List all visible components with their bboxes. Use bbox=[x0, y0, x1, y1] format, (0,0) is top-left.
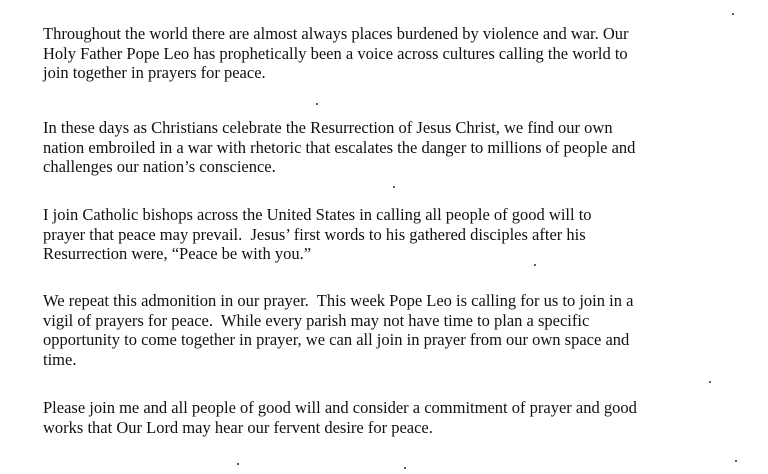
scan-speck bbox=[709, 381, 711, 383]
scan-speck bbox=[534, 264, 536, 266]
paragraph-line: nation embroiled in a war with rhetoric that escalates the danger to millions of people and bbox=[43, 137, 636, 157]
paragraph-2 bbox=[43, 118, 743, 177]
paragraph-3 bbox=[43, 205, 743, 264]
paragraph-line: time. bbox=[43, 349, 77, 369]
paragraph-line: Please join me and all people of good will and consider a commitment of prayer and good bbox=[43, 398, 637, 417]
paragraph-line: join together in prayers for peace. bbox=[43, 63, 266, 82]
paragraph-line: works that Our Lord may hear our fervent desire for peace. bbox=[43, 417, 433, 437]
paragraph-line: opportunity to come together in prayer, we can all join in prayer from our own space and bbox=[43, 330, 630, 349]
paragraph-line: vigil of prayers for peace. While every parish may not have time to plan a specific bbox=[43, 310, 590, 330]
paragraph-line: I join Catholic bishops across the United States in calling all people of good will to bbox=[43, 205, 592, 224]
paragraph-1 bbox=[43, 24, 743, 83]
paragraph-line: Holy Father Pope Leo has prophetically been a voice across cultures calling the world to bbox=[43, 43, 628, 63]
scan-speck bbox=[735, 460, 737, 462]
paragraph-line: prayer that peace may prevail. Jesus’ first words to his gathered disciples after his bbox=[43, 224, 586, 244]
scan-speck bbox=[393, 186, 395, 188]
paragraph-line: In these days as Christians celebrate the Resurrection of Jesus Christ, we find our own bbox=[43, 118, 613, 137]
paragraph-line: challenges our nation’s conscience. bbox=[43, 157, 276, 176]
scan-speck bbox=[316, 103, 318, 105]
scan-speck bbox=[732, 13, 734, 15]
paragraph-4 bbox=[43, 291, 743, 369]
paragraph-line: Throughout the world there are almost always places burdened by violence and war. Our bbox=[43, 24, 629, 43]
paragraph-line: Resurrection were, “Peace be with you.” bbox=[43, 244, 312, 263]
scan-speck bbox=[237, 463, 239, 465]
scan-speck bbox=[404, 467, 406, 469]
paragraph-line: We repeat this admonition in our prayer. This week Pope Leo is calling for us to join in a bbox=[43, 291, 634, 310]
paragraph-5 bbox=[43, 398, 743, 437]
